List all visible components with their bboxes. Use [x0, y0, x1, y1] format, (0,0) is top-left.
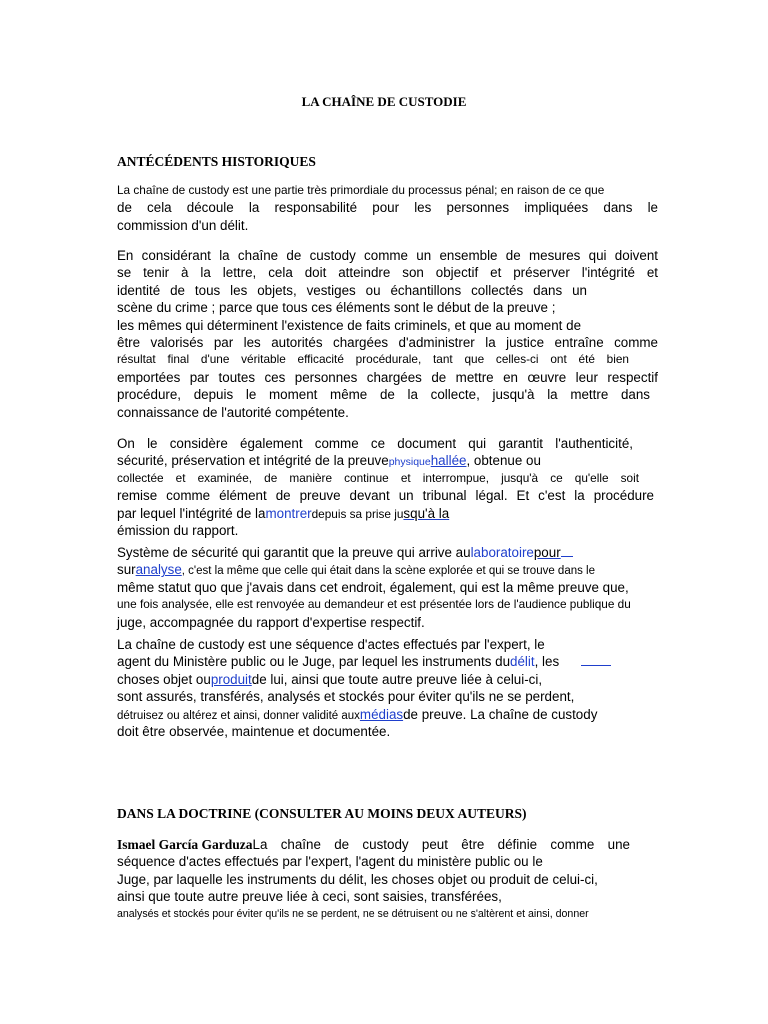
text-line: En considérant la chaîne de custody comme un ensemble de mesures qui doivent [117, 248, 658, 263]
text-line [117, 671, 697, 688]
text-run: sur [117, 562, 136, 578]
text-line: sont assurés, transférés, analysés et stockés pour éviter qu'ils ne se perdent, [117, 689, 575, 705]
text-line [117, 561, 697, 578]
text-line [117, 836, 630, 853]
text-line: séquence d'actes effectués par l'expert, l'agent du ministère public ou le [117, 854, 543, 870]
hyperlink-physique[interactable]: physique [388, 456, 431, 469]
text-run: La chaîne de custody peut être définie comme une [252, 837, 630, 852]
hyperlink-hallee[interactable]: hallée [430, 453, 467, 469]
text-run: sécurité, préservation et intégrité de la preuve [117, 453, 389, 469]
text-line: ainsi que toute autre preuve liée à ceci, sont saisies, transférées, [117, 889, 502, 905]
document-title: LA CHAÎNE DE CUSTODIE [301, 94, 467, 109]
text-line: même statut quo que j'avais dans cet endroit, également, qui est la même preuve que, [117, 579, 629, 595]
text-line: une fois analysée, elle est renvoyée au demandeur et est présentée lors de l'audience publique du [117, 597, 631, 612]
text-run: agent du Ministère public ou le Juge, par lequel les instruments du [117, 654, 511, 670]
hyperlink-delit[interactable]: délit [510, 654, 535, 670]
text-run: de lui, ainsi que toute autre preuve liée à celui-ci, [251, 671, 543, 687]
text-line [117, 706, 697, 723]
text-run: , c'est la même que celle qui était dans la scène explorée et qui se trouve dans le [181, 565, 596, 578]
text-line: émission du rapport. [117, 522, 239, 538]
text-line: analysés et stockés pour éviter qu'ils ne se perdent, ne se détruisent ou ne s'altèrent et ainsi, donner [117, 907, 589, 920]
text-line: scène du crime ; parce que tous ces éléments sont le début de la preuve ; [117, 300, 556, 316]
text-line [117, 653, 697, 670]
text-line: emportées par toutes ces personnes chargées de mettre en œuvre leur respectif [117, 369, 658, 385]
underline-gap [581, 653, 611, 666]
text-line: se tenir à la lettre, cela doit atteindre son objectif et préserver l'intégrité et [117, 265, 658, 281]
text-run: choses objet ou [117, 671, 211, 687]
hyperlink-laboratoire[interactable]: laboratoire [470, 545, 534, 560]
text-run: de preuve. La chaîne de custody [403, 706, 598, 722]
text-line: doit être observée, maintenue et documentée. [117, 723, 391, 739]
text-line: résultat final d'une véritable efficacité procédurale, tant que celles-ci ont été bien [117, 352, 629, 367]
text-run: depuis sa prise ju [311, 506, 404, 521]
author-name: Ismael García Garduza [117, 837, 253, 852]
text-run: , obtenue ou [466, 453, 541, 469]
hyperlink-produit[interactable]: produit [210, 671, 252, 687]
text-line: La chaîne de custody est une séquence d'actes effectués par l'expert, le [117, 637, 545, 652]
text-run: détruisez ou altérez et ainsi, donner validité aux [117, 709, 360, 722]
text-line [117, 452, 697, 469]
text-line: juge, accompagnée du rapport d'expertise respectif. [117, 614, 425, 630]
text-line: Juge, par laquelle les instruments du délit, les choses objet ou produit de celui-ci, [117, 871, 598, 887]
hyperlink-montrer[interactable]: montrer [265, 505, 312, 521]
section-heading-history: ANTÉCÉDENTS HISTORIQUES [117, 154, 316, 169]
text-line: les mêmes qui déterminent l'existence de faits criminels, et que au moment de [117, 317, 582, 333]
underlined-text: squ'à la [403, 505, 450, 521]
section-heading-doctrine: DANS LA DOCTRINE (CONSULTER AU MOINS DEUX AUTEURS) [117, 806, 527, 821]
paragraph-1 [117, 182, 697, 234]
text-line: être valorisés par les autorités chargées d'administrer la justice entraîne comme [117, 334, 658, 350]
paragraph-4 [117, 544, 697, 631]
paragraph-2 [117, 247, 697, 421]
text-line [117, 544, 697, 561]
text-line: procédure, depuis le moment même de la collecte, jusqu'à la mettre dans [117, 387, 650, 403]
text-run: par lequel l'intégrité de la [117, 505, 266, 521]
paragraph-5 [117, 636, 697, 740]
hyperlink-analyse[interactable]: analyse [135, 562, 182, 578]
text-line [117, 505, 697, 522]
paragraph-doctrine [117, 836, 697, 923]
text-line: remise comme élément de preuve devant un tribunal légal. Et c'est la procédure [117, 488, 654, 504]
text-line: commission d'un délit. [117, 217, 249, 233]
text-line: connaissance de l'autorité compétente. [117, 404, 349, 420]
paragraph-3 [117, 435, 697, 539]
text-run: , les [534, 654, 560, 670]
underlined-text: pour [533, 545, 561, 560]
text-run: Système de sécurité qui garantit que la preuve qui arrive au [117, 545, 471, 560]
text-line: La chaîne de custody est une partie très primordiale du processus pénal; en raison de ce que [117, 183, 605, 197]
text-line: On le considère également comme ce document qui garantit l'authenticité, [117, 436, 633, 451]
underline-gap [561, 544, 573, 557]
text-line: collectée et examinée, de manière continue et interrompue, jusqu'à ce qu'elle soit [117, 470, 639, 485]
hyperlink-medias[interactable]: médias [359, 706, 404, 722]
text-line: de cela découle la responsabilité pour les personnes impliquées dans le [117, 200, 658, 216]
text-line: identité de tous les objets, vestiges ou échantillons collectés dans un [117, 282, 587, 298]
